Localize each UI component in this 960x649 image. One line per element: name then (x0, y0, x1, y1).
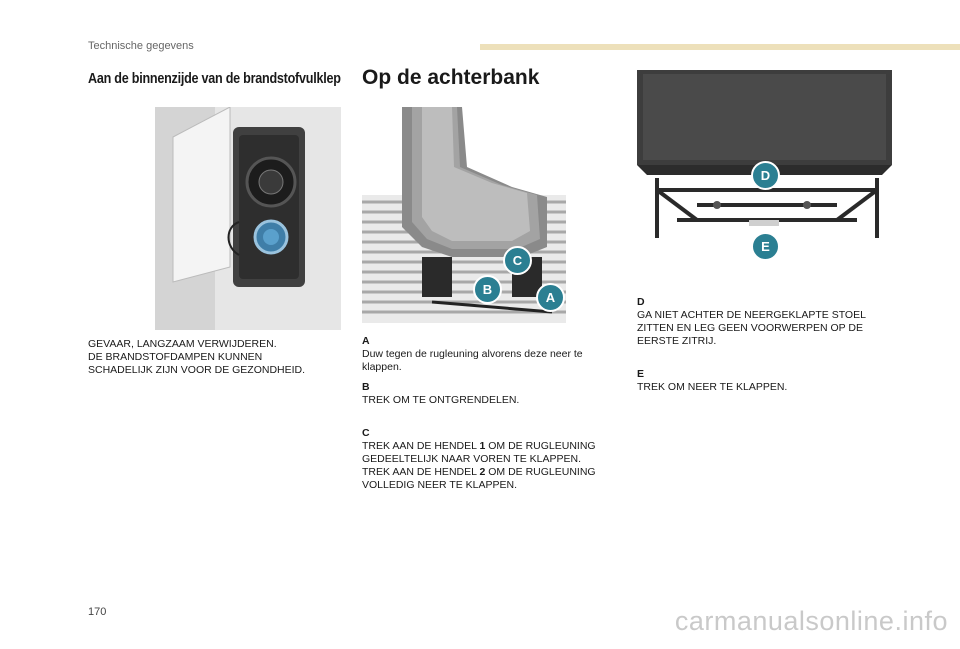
rear-seat-figure (362, 107, 566, 323)
item-b (362, 381, 612, 407)
item-c-line-3: TREK AAN DE HENDEL 2 OM DE RUGLEUNING (362, 466, 596, 478)
callout-b: B (473, 275, 502, 304)
page-number: 170 (88, 606, 107, 618)
item-c (362, 427, 622, 492)
item-c-label: C (362, 427, 370, 439)
item-d-line-1: GA NIET ACHTER DE NEERGEKLAPTE STOEL (637, 309, 866, 321)
callout-c: C (503, 246, 532, 275)
item-b-line-1: TREK OM TE ONTGRENDELEN. (362, 394, 520, 406)
rear-seat-illustration (362, 107, 566, 323)
warning-line-3: SCHADELIJK ZIJN VOOR DE GEZONDHEID. (88, 364, 306, 376)
callout-a: A (536, 283, 565, 312)
callout-d: D (751, 161, 780, 190)
rear-seat-heading: Op de achterbank (362, 66, 540, 89)
item-c-line-1: TREK AAN DE HENDEL 1 OM DE RUGLEUNING (362, 440, 596, 452)
item-e (637, 368, 897, 394)
warning-line-1: GEVAAR, LANGZAAM VERWIJDEREN. (88, 338, 277, 350)
item-a (362, 335, 612, 374)
fuel-flap-illustration (155, 107, 341, 330)
item-c-line-4: VOLLEDIG NEER TE KLAPPEN. (362, 479, 518, 491)
item-a-line-2: klappen. (362, 361, 402, 373)
item-a-label: A (362, 335, 370, 347)
fuel-flap-heading: Aan de binnenzijde van de brandstofvulklep (88, 70, 341, 87)
item-d-line-2: ZITTEN EN LEG GEEN VOORWERPEN OP DE (637, 322, 863, 334)
item-b-label: B (362, 381, 370, 393)
item-e-line-1: TREK OM NEER TE KLAPPEN. (637, 381, 788, 393)
fuel-flap-warning (88, 338, 348, 377)
watermark: carmanualsonline.info (674, 606, 948, 636)
header-accent-bar (480, 44, 960, 50)
callout-e: E (751, 232, 780, 261)
fuel-flap-figure (155, 107, 341, 330)
section-title: Technische gegevens (88, 40, 194, 52)
item-e-label: E (637, 368, 645, 380)
lever-1: 1 (479, 440, 486, 452)
item-c-line-2: GEDEELTELIJK NAAR VOREN TE KLAPPEN. (362, 453, 582, 465)
lever-2: 2 (479, 466, 486, 478)
item-d (637, 296, 897, 348)
item-a-line-1: Duw tegen de rugleuning alvorens deze neer te (362, 348, 583, 360)
warning-line-2: DE BRANDSTOFDAMPEN KUNNEN (88, 351, 263, 363)
item-d-line-3: EERSTE ZITRIJ. (637, 335, 717, 347)
item-d-label: D (637, 296, 645, 308)
